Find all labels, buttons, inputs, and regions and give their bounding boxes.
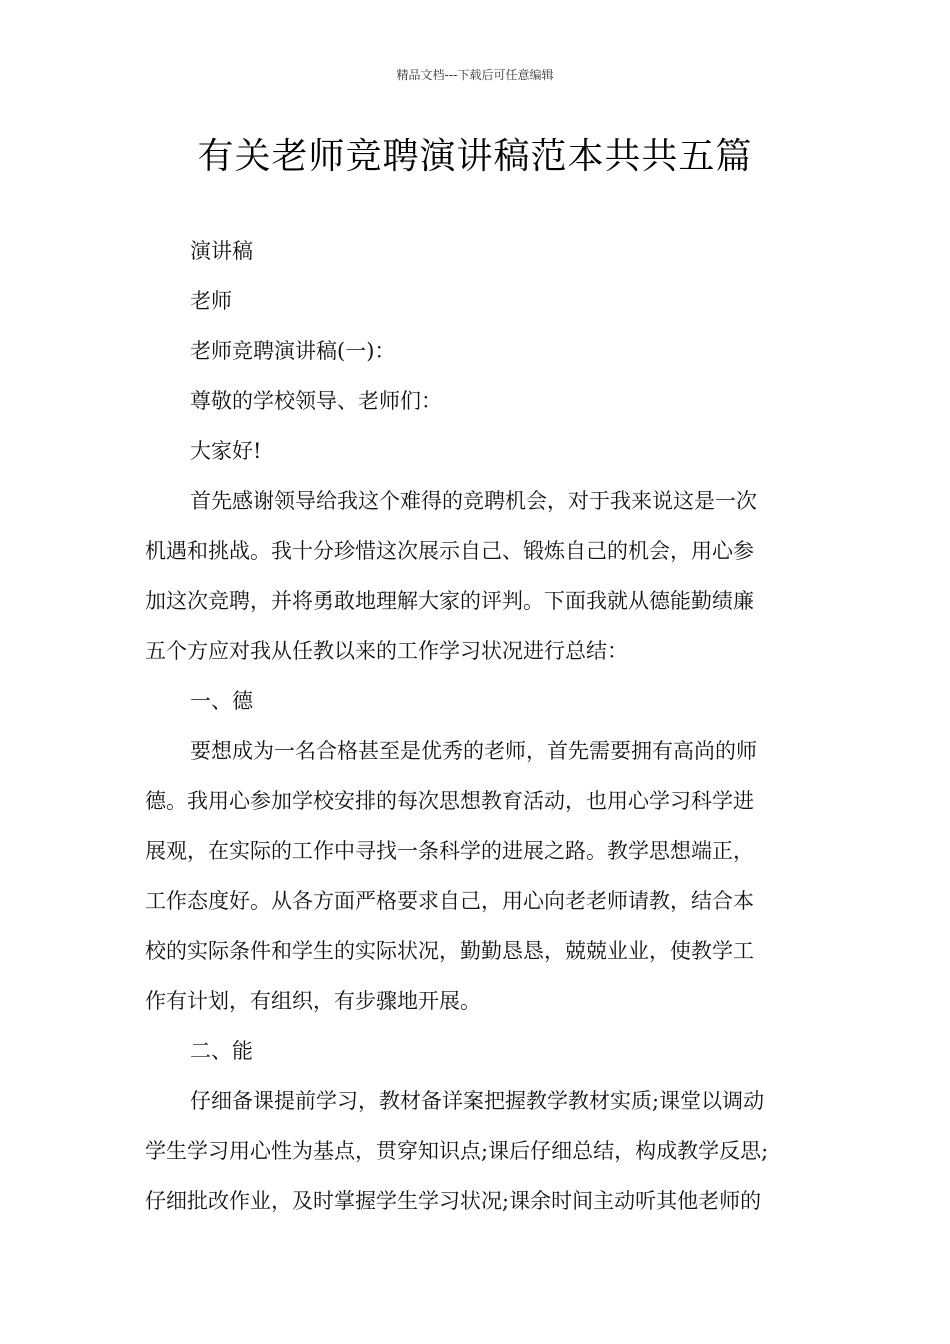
paragraph-line: 德。我用心参加学校安排的每次思想教育活动，也用心学习科学进 <box>145 789 754 813</box>
section-heading: 一、德 <box>190 689 253 713</box>
paragraph-line: 五个方应对我从任教以来的工作学习状况进行总结： <box>145 639 628 663</box>
paragraph-line: 加这次竞聘，并将勇敢地理解大家的评判。下面我就从德能勤绩廉 <box>145 589 754 613</box>
paragraph-line: 尊敬的学校领导、老师们： <box>190 389 442 413</box>
paragraph-line: 老师竞聘演讲稿(一)： <box>190 339 396 363</box>
paragraph-line: 老师 <box>190 289 232 313</box>
header-note: 精品文档---下载后可任意编辑 <box>396 68 554 82</box>
paragraph-line: 作有计划，有组织，有步骤地开展。 <box>145 989 481 1013</box>
paragraph-line: 学生学习用心性为基点，贯穿知识点;课后仔细总结，构成教学反思; <box>145 1139 769 1163</box>
paragraph-line: 展观，在实际的工作中寻找一条科学的进展之路。教学思想端正， <box>145 839 754 863</box>
paragraph-line: 首先感谢领导给我这个难得的竞聘机会，对于我来说这是一次 <box>190 489 757 513</box>
paragraph-line: 工作态度好。从各方面严格要求自己，用心向老老师请教，结合本 <box>145 889 754 913</box>
paragraph-line: 机遇和挑战。我十分珍惜这次展示自己、锻炼自己的机会，用心参 <box>145 539 754 563</box>
paragraph-line: 仔细批改作业，及时掌握学生学习状况;课余时间主动听其他老师的 <box>145 1189 762 1213</box>
paragraph-line: 演讲稿 <box>190 239 253 263</box>
paragraph-line: 要想成为一名合格甚至是优秀的老师，首先需要拥有高尚的师 <box>190 739 757 763</box>
section-heading: 二、能 <box>190 1039 253 1063</box>
paragraph-line: 大家好! <box>190 439 262 463</box>
paragraph-line: 校的实际条件和学生的实际状况，勤勤恳恳，兢兢业业，使教学工 <box>145 939 754 963</box>
paragraph-line: 仔细备课提前学习，教材备详案把握教学教材实质;课堂以调动 <box>190 1089 765 1113</box>
document-title: 有关老师竞聘演讲稿范本共共五篇 <box>197 136 753 177</box>
